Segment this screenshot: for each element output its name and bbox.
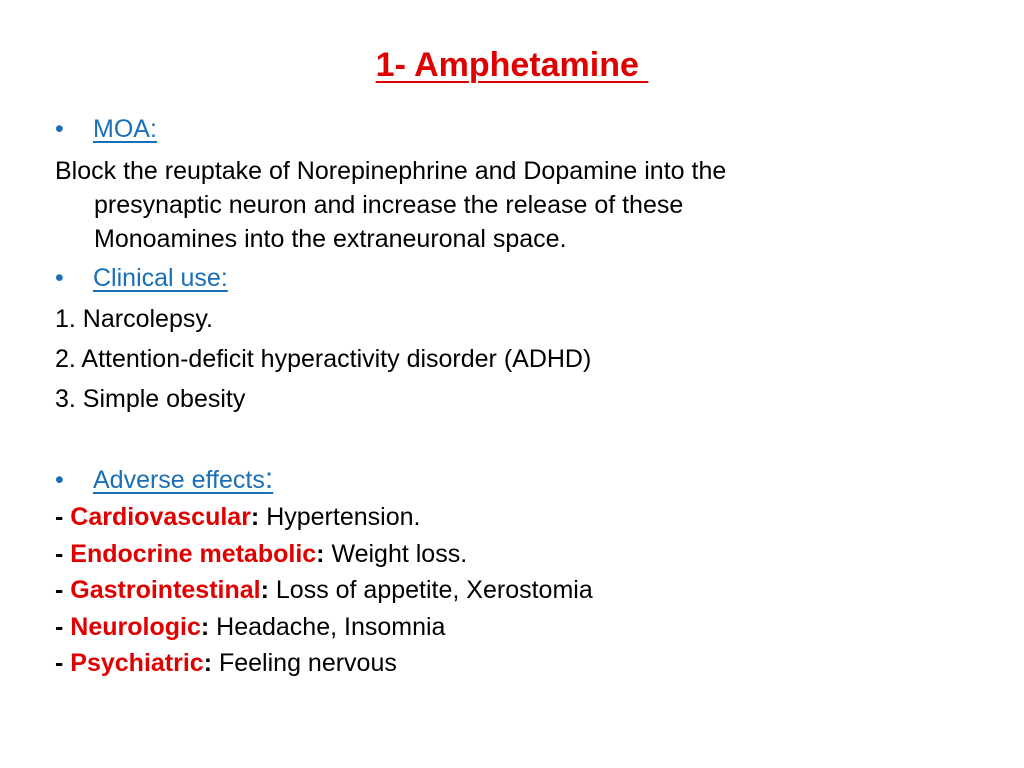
- moa-line: Monoamines into the extraneuronal space.: [94, 225, 567, 253]
- adverse-bullet: [55, 462, 273, 497]
- dash: -: [55, 540, 71, 568]
- adverse-category: Neurologic: [70, 613, 201, 641]
- moa-heading: MOA:: [93, 115, 157, 143]
- adverse-heading-colon: :: [264, 462, 274, 495]
- adverse-effect: Loss of appetite, Xerostomia: [268, 576, 593, 604]
- adverse-category: Gastrointestinal: [70, 576, 261, 604]
- dash: -: [55, 613, 71, 641]
- moa-line: presynaptic neuron and increase the release of these: [94, 191, 684, 219]
- bullet-icon: •: [55, 264, 64, 292]
- colon: :: [200, 613, 210, 641]
- dash: -: [55, 649, 71, 677]
- clinical-heading: Clinical use:: [93, 264, 228, 292]
- clinical-item: 2. Attention-deficit hyperactivity disorder (ADHD): [55, 345, 592, 373]
- adverse-heading: [93, 462, 274, 495]
- adverse-item: [55, 646, 397, 680]
- adverse-effect: Weight loss.: [324, 540, 468, 568]
- dash: -: [55, 576, 71, 604]
- colon: :: [316, 540, 325, 568]
- adverse-item: [55, 573, 593, 607]
- clinical-bullet: [55, 261, 228, 295]
- adverse-category: Endocrine metabolic: [70, 540, 317, 568]
- moa-bullet: [55, 112, 157, 146]
- adverse-effect: Headache, Insomnia: [209, 613, 446, 641]
- adverse-effect: Hypertension.: [259, 503, 421, 531]
- moa-line: Block the reuptake of Norepinephrine and Dopamine into the: [55, 157, 727, 185]
- adverse-item: [55, 537, 467, 571]
- adverse-category: Psychiatric: [70, 649, 204, 677]
- dash: -: [55, 503, 71, 531]
- adverse-item: [55, 610, 445, 644]
- bullet-icon: •: [55, 466, 64, 494]
- adverse-heading-text: Adverse effects: [93, 466, 265, 494]
- colon: :: [203, 649, 213, 677]
- moa-paragraph: [55, 154, 975, 256]
- bullet-icon: •: [55, 115, 64, 143]
- clinical-item: 3. Simple obesity: [55, 385, 246, 413]
- slide-title: 1- Amphetamine: [375, 46, 649, 84]
- adverse-effect: Feeling nervous: [212, 649, 397, 677]
- clinical-item: 1. Narcolepsy.: [55, 305, 213, 333]
- adverse-item: [55, 500, 420, 534]
- colon: :: [260, 576, 269, 604]
- adverse-category: Cardiovascular: [70, 503, 251, 531]
- colon: :: [250, 503, 260, 531]
